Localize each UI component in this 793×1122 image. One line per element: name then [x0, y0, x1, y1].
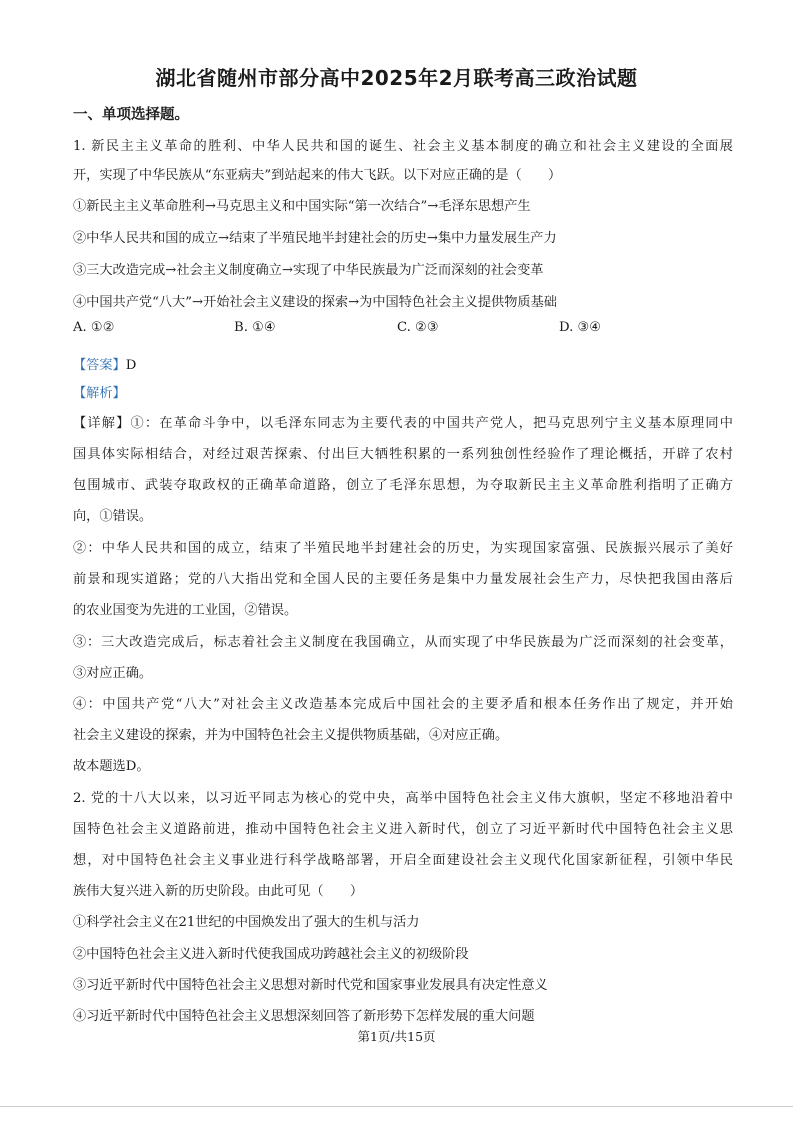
- q1-detail-line: 国具体实际相结合，对经过艰苦探索、付出巨大牺牲积累的一系列独创性经验作了理论概括，开辟了农村: [73, 447, 733, 462]
- q1-detail-line: 向，①错误。: [73, 509, 153, 524]
- q1-detail-line: 【详解】①：在革命斗争中，以毛泽东同志为主要代表的中国共产党人，把马克思列宁主义基本原理同中: [73, 416, 733, 431]
- q2-statement: ③习近平新时代中国特色社会主义思想对新时代党和国家事业发展具有决定性意义: [73, 978, 548, 993]
- answer-value: D: [125, 358, 137, 373]
- q2-stem-line: 族伟大复兴进入新的历史阶段。由此可见（ ）: [73, 884, 364, 899]
- q1-detail-line: 包围城市、武装夺取政权的正确革命道路，创立了毛泽东思想，为夺取新民主主义革命胜利指明了正确方: [73, 478, 733, 493]
- q1-detail-line: ④：中国共产党“八大”对社会主义改造基本完成后中国社会的主要矛盾和根本任务作出了规定，并开始: [73, 697, 733, 712]
- q1-option-a: A. ①②: [73, 320, 115, 335]
- q1-stem-line: 开，实现了中华民族从“东亚病夫”到站起来的伟大飞跃。以下对应正确的是（ ）: [73, 168, 562, 183]
- q1-option-d: D. ③④: [559, 320, 602, 335]
- section-heading: 一、单项选择题。: [73, 107, 189, 123]
- q2-statement: ②中国特色社会主义进入新时代使我国成功跨越社会主义的初级阶段: [73, 947, 469, 962]
- q1-answer: [73, 354, 136, 373]
- q1-statement: ③三大改造完成→社会主义制度确立→实现了中华民族最为广泛而深刻的社会变革: [73, 263, 544, 278]
- q1-detail-line: ③：三大改造完成后，标志着社会主义制度在我国确立，从而实现了中华民族最为广泛而深刻的社会变革，: [73, 635, 733, 650]
- q1-detail-line: ②：中华人民共和国的成立，结束了半殖民地半封建社会的历史，为实现国家富强、民族振兴展示了美好: [73, 541, 733, 556]
- q1-statement: ④中国共产党“八大”→开始社会主义建设的探索→为中国特色社会主义提供物质基础: [73, 295, 557, 310]
- q1-option-b: B. ①④: [234, 320, 276, 335]
- q1-option-c: C. ②③: [397, 320, 439, 335]
- q2-stem-line: 想，对中国特色社会主义事业进行科学战略部署，开启全面建设社会主义现代化国家新征程，引领中华民: [73, 853, 733, 868]
- q1-analysis-label: [73, 382, 126, 401]
- q1-detail-line: 前景和现实道路；党的八大指出党和全国人民的主要任务是集中力量发展社会生产力，尽快把我国由落后: [73, 572, 733, 587]
- q2-stem-line: 2. 党的十八大以来，以习近平同志为核心的党中央，高举中国特色社会主义伟大旗帜，坚定不移地沿着中: [73, 791, 733, 806]
- q2-stem-line: 国特色社会主义道路前进，推动中国特色社会主义进入新时代，创立了习近平新时代中国特色社会主义思: [73, 822, 733, 837]
- q2-statement: ④习近平新时代中国特色社会主义思想深刻回答了新形势下怎样发展的重大问题: [73, 1009, 535, 1024]
- bottom-divider: [0, 1106, 793, 1107]
- q1-detail-line: ③对应正确。: [73, 666, 153, 681]
- q2-statement: ①科学社会主义在21世纪的中国焕发出了强大的生机与活力: [73, 915, 420, 930]
- page-title: 湖北省随州市部分高中2025年2月联考高三政治试题: [155, 66, 638, 90]
- q1-statement: ①新民主主义革命胜利→马克思主义和中国实际“第一次结合”→毛泽东思想产生: [73, 199, 531, 214]
- q1-detail-line: 的农业国变为先进的工业国，②错误。: [73, 603, 298, 618]
- q1-statement: ②中华人民共和国的成立→结束了半殖民地半封建社会的历史→集中力量发展生产力: [73, 231, 557, 246]
- page-number: 第1页/共15页: [357, 1029, 436, 1044]
- q1-detail-line: 社会主义建设的探索，并为中国特色社会主义提供物质基础，④对应正确。: [73, 728, 509, 743]
- q1-stem-line: 1. 新民主主义革命的胜利、中华人民共和国的诞生、社会主义基本制度的确立和社会主义建设的全面展: [73, 139, 733, 154]
- q1-detail-line: 故本题选D。: [73, 759, 150, 774]
- analysis-label: 【解析】: [73, 386, 126, 401]
- answer-label: 【答案】: [73, 358, 126, 373]
